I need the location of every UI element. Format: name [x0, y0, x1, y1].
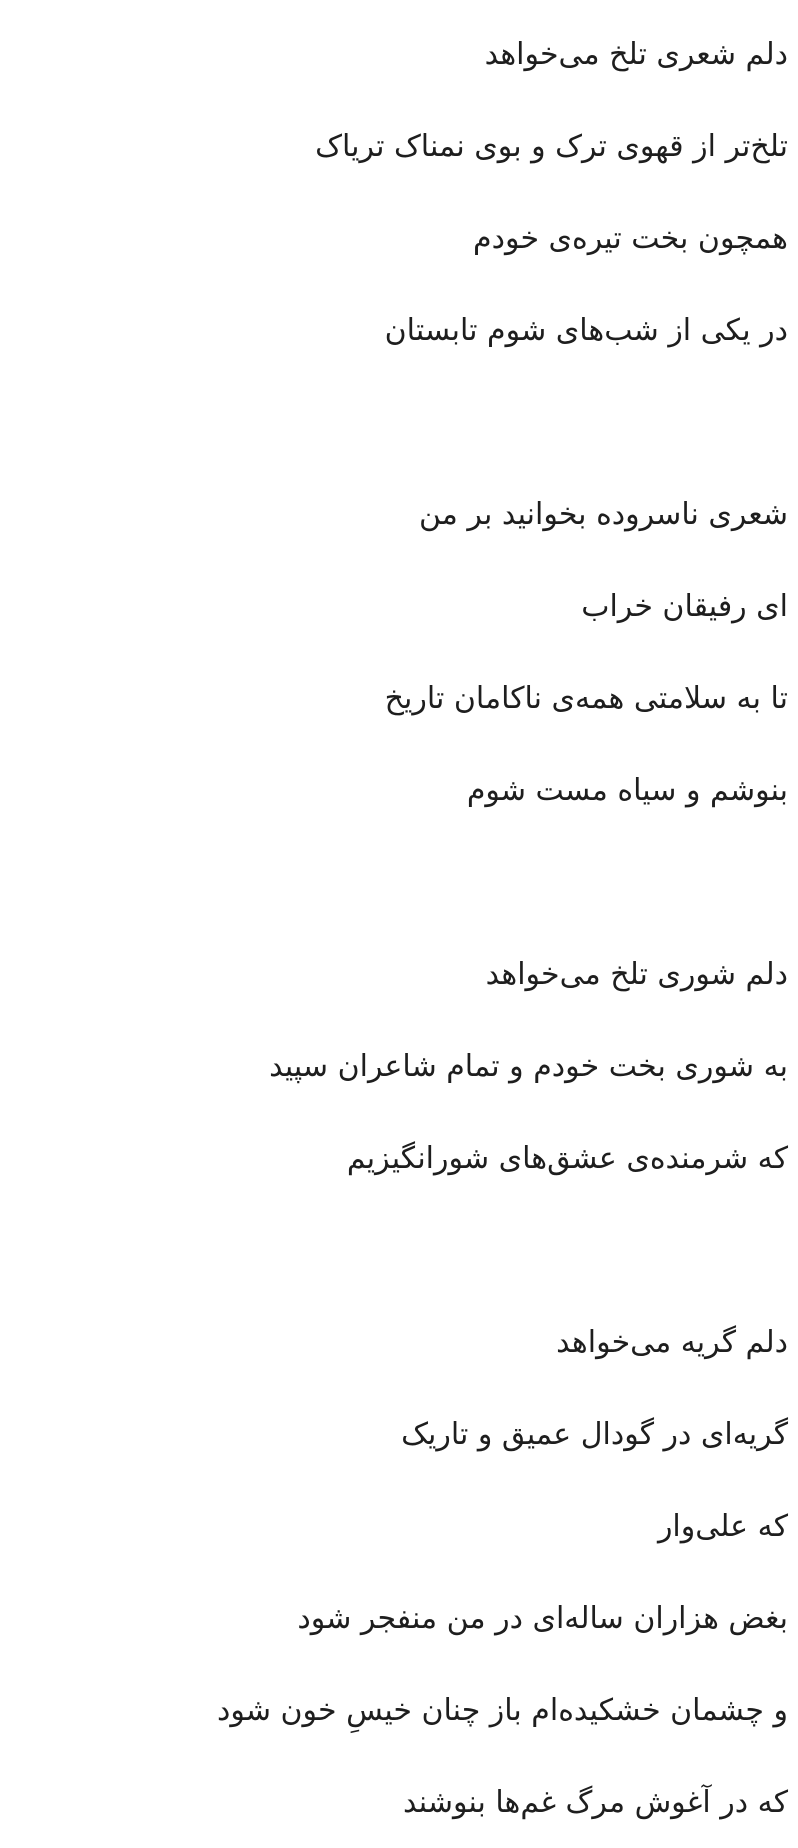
poem-line: در یکی از شب‌های شوم تابستان — [384, 312, 788, 348]
stanza-gap — [0, 1204, 788, 1296]
poem-line: دلم شعری تلخ می‌خواهد — [484, 36, 788, 72]
stanza-gap — [0, 376, 788, 468]
poem-stanza — [0, 468, 788, 836]
poem-line: همچون بخت تیره‌ی خودم — [473, 220, 788, 256]
poem-line: به شوری بخت خودم و تمام شاعران سپید — [269, 1048, 788, 1084]
poem-line: که علی‌وار — [657, 1508, 788, 1544]
poem-line: تلخ‌تر از قهوی ترک و بوی نمناک تریاک — [315, 128, 788, 164]
poem-stanza — [0, 1296, 788, 1848]
poem-line: تا به سلامتی همه‌ی ناکامان تاریخ — [384, 680, 788, 716]
poem-line: و چشمان خشکیده‌ام باز چنان خیسِ خون شود — [216, 1692, 788, 1728]
poem-line: دلم شوری تلخ می‌خواهد — [485, 956, 788, 992]
poem-line: شعری ناسروده بخوانید بر من — [418, 496, 788, 532]
poem-line: دلم گریه می‌خواهد — [556, 1324, 788, 1360]
poem-line: بنوشم و سیاه مست شوم — [466, 772, 788, 808]
poem-body — [0, 8, 788, 1848]
stanza-gap — [0, 836, 788, 928]
poem-line: ای رفیقان خراب — [581, 588, 788, 624]
poem-line: گریه‌ای در گودال عمیق و تاریک — [401, 1416, 788, 1452]
poem-line: که شرمنده‌ی عشق‌های شورانگیزیم — [346, 1140, 788, 1176]
poem-stanza — [0, 928, 788, 1204]
poem-line: که در آغوش مرگ غم‌ها بنوشند — [403, 1784, 788, 1820]
poem-stanza — [0, 8, 788, 376]
poem-line: بغض هزاران ساله‌ای در من منفجر شود — [297, 1600, 788, 1636]
